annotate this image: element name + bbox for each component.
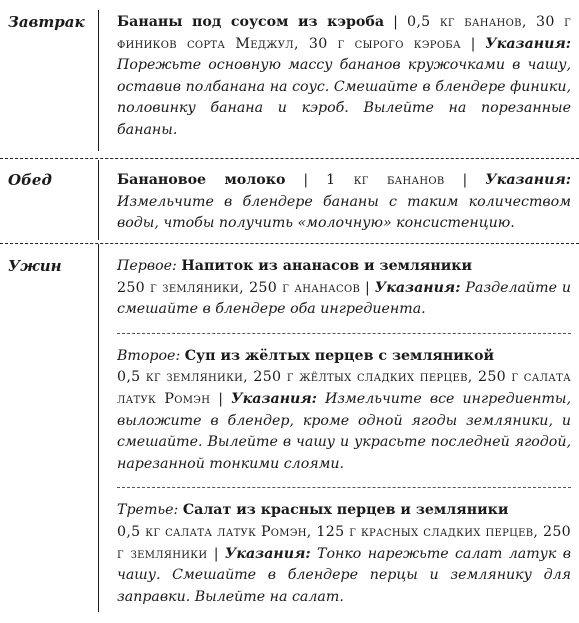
row-separator [0, 243, 579, 244]
recipe-dinner [117, 256, 571, 620]
dinner-course-second: Второе: Суп из жёлтых перцев с земляникой 0,5 кг земляники, 250 г жёлтых сладких перцев, 250 г салата латук Ромэн | Указания: Измельчите все ингредиенты, выложите в блендер, кроме одной ягоды земляники, и смешайте. Вылейте в чашу и украсьте последней ягодой, нарезанной тонкими слоями. [117, 347, 571, 472]
recipe-ingredients: 0,5 кг бананов, 30 г фиников сорта Меджул, 30 г сырого кэроба [117, 14, 571, 52]
recipe-directions: Разделайте и смешайте в блендере оба ингредиента. [117, 279, 571, 318]
recipe-directions: Порежьте основную массу бананов кружочками в чашу, оставив полбанана на соус. Смешайте в блендере финики, половинку банана и кэроб. Вылейте на порезанные бананы. [117, 57, 571, 138]
directions-label: Указания: [485, 172, 571, 188]
row-separator [0, 158, 579, 159]
recipe-directions: Измельчите все ингредиенты, выложите в блендер, кроме одной ягоды земляники, и смешайте. Вылейте в чашу и украсьте последней ягодой, нарезанной тонкими слоями. [117, 390, 571, 472]
column-divider [98, 10, 99, 151]
recipe-title: Бананы под соусом из кэроба [117, 14, 385, 30]
recipe-directions: Тонко нарежьте салат латук в чашу. Смешайте в блендере перцы и землянику для заправки. Вылейте на салат. [117, 545, 571, 605]
recipe-ingredients: 1 кг бананов [326, 172, 445, 188]
column-divider [98, 160, 99, 240]
recipe-title: Банановое молоко [117, 172, 286, 188]
recipe-lunch: Банановое молоко | 1 кг бананов | Указания: Измельчите в блендере бананы с таким количеством воды, чтобы получить «молочную» консистенцию. [117, 172, 571, 232]
recipe-ingredients: 250 г земляники, 250 г ананасов [117, 279, 361, 296]
course-label: Второе: [117, 347, 181, 364]
course-label: Первое: [117, 258, 177, 274]
directions-label: Указания: [374, 279, 461, 296]
directions-label: Указания: [485, 35, 571, 52]
recipe-title: Напиток из ананасов и земляники [181, 258, 473, 274]
recipe-breakfast: Бананы под соусом из кэроба | 0,5 кг бананов, 30 г фиников сорта Меджул, 30 г сырого кэроба | Указания: Порежьте основную массу бананов кружочками в чашу, оставив полбанана на соус. Смешайте в блендере финики, половинку банана и кэроб. Вылейте на порезанные бананы. [117, 14, 571, 138]
meal-label-lunch: Обед [8, 171, 52, 189]
course-label: Третье: [117, 502, 179, 519]
course-separator [117, 333, 571, 334]
dinner-course-first: Первое: Напиток из ананасов и земляники 250 г земляники, 250 г ананасов | Указания: Разделайте и смешайте в блендере оба ингредиента. [117, 258, 571, 318]
dinner-course-third: Третье: Салат из красных перцев и земляники 0,5 кг салата латук Ромэн, 125 г красных сладких перцев, 250 г земляники | Указания: Тонко нарежьте салат латук в чашу. Смешайте в блендере перцы и землянику для заправки. Вылейте на салат. [117, 502, 571, 605]
recipe-title: Суп из жёлтых перцев с земляникой [184, 347, 494, 364]
meal-label-dinner: Ужин [8, 257, 62, 275]
directions-label: Указания: [224, 545, 311, 562]
column-divider [98, 244, 99, 612]
meal-row-lunch [0, 170, 579, 240]
recipe-title: Салат из красных перцев и земляники [182, 502, 509, 519]
meal-row-dinner [0, 256, 579, 616]
directions-label: Указания: [231, 390, 317, 407]
meal-row-breakfast [0, 12, 579, 154]
course-separator [117, 487, 571, 488]
recipe-ingredients: 0,5 кг салата латук Ромэн, 125 г красных сладких перцев, 250 г земляники [117, 523, 571, 562]
meal-label-breakfast: Завтрак [8, 13, 85, 31]
recipe-directions: Измельчите в блендере бананы с таким количеством воды, чтобы получить «молочную» консистенцию. [117, 193, 571, 232]
recipe-ingredients: 0,5 кг земляники, 250 г жёлтых сладких перцев, 250 г салата латук Ромэн [117, 369, 571, 407]
